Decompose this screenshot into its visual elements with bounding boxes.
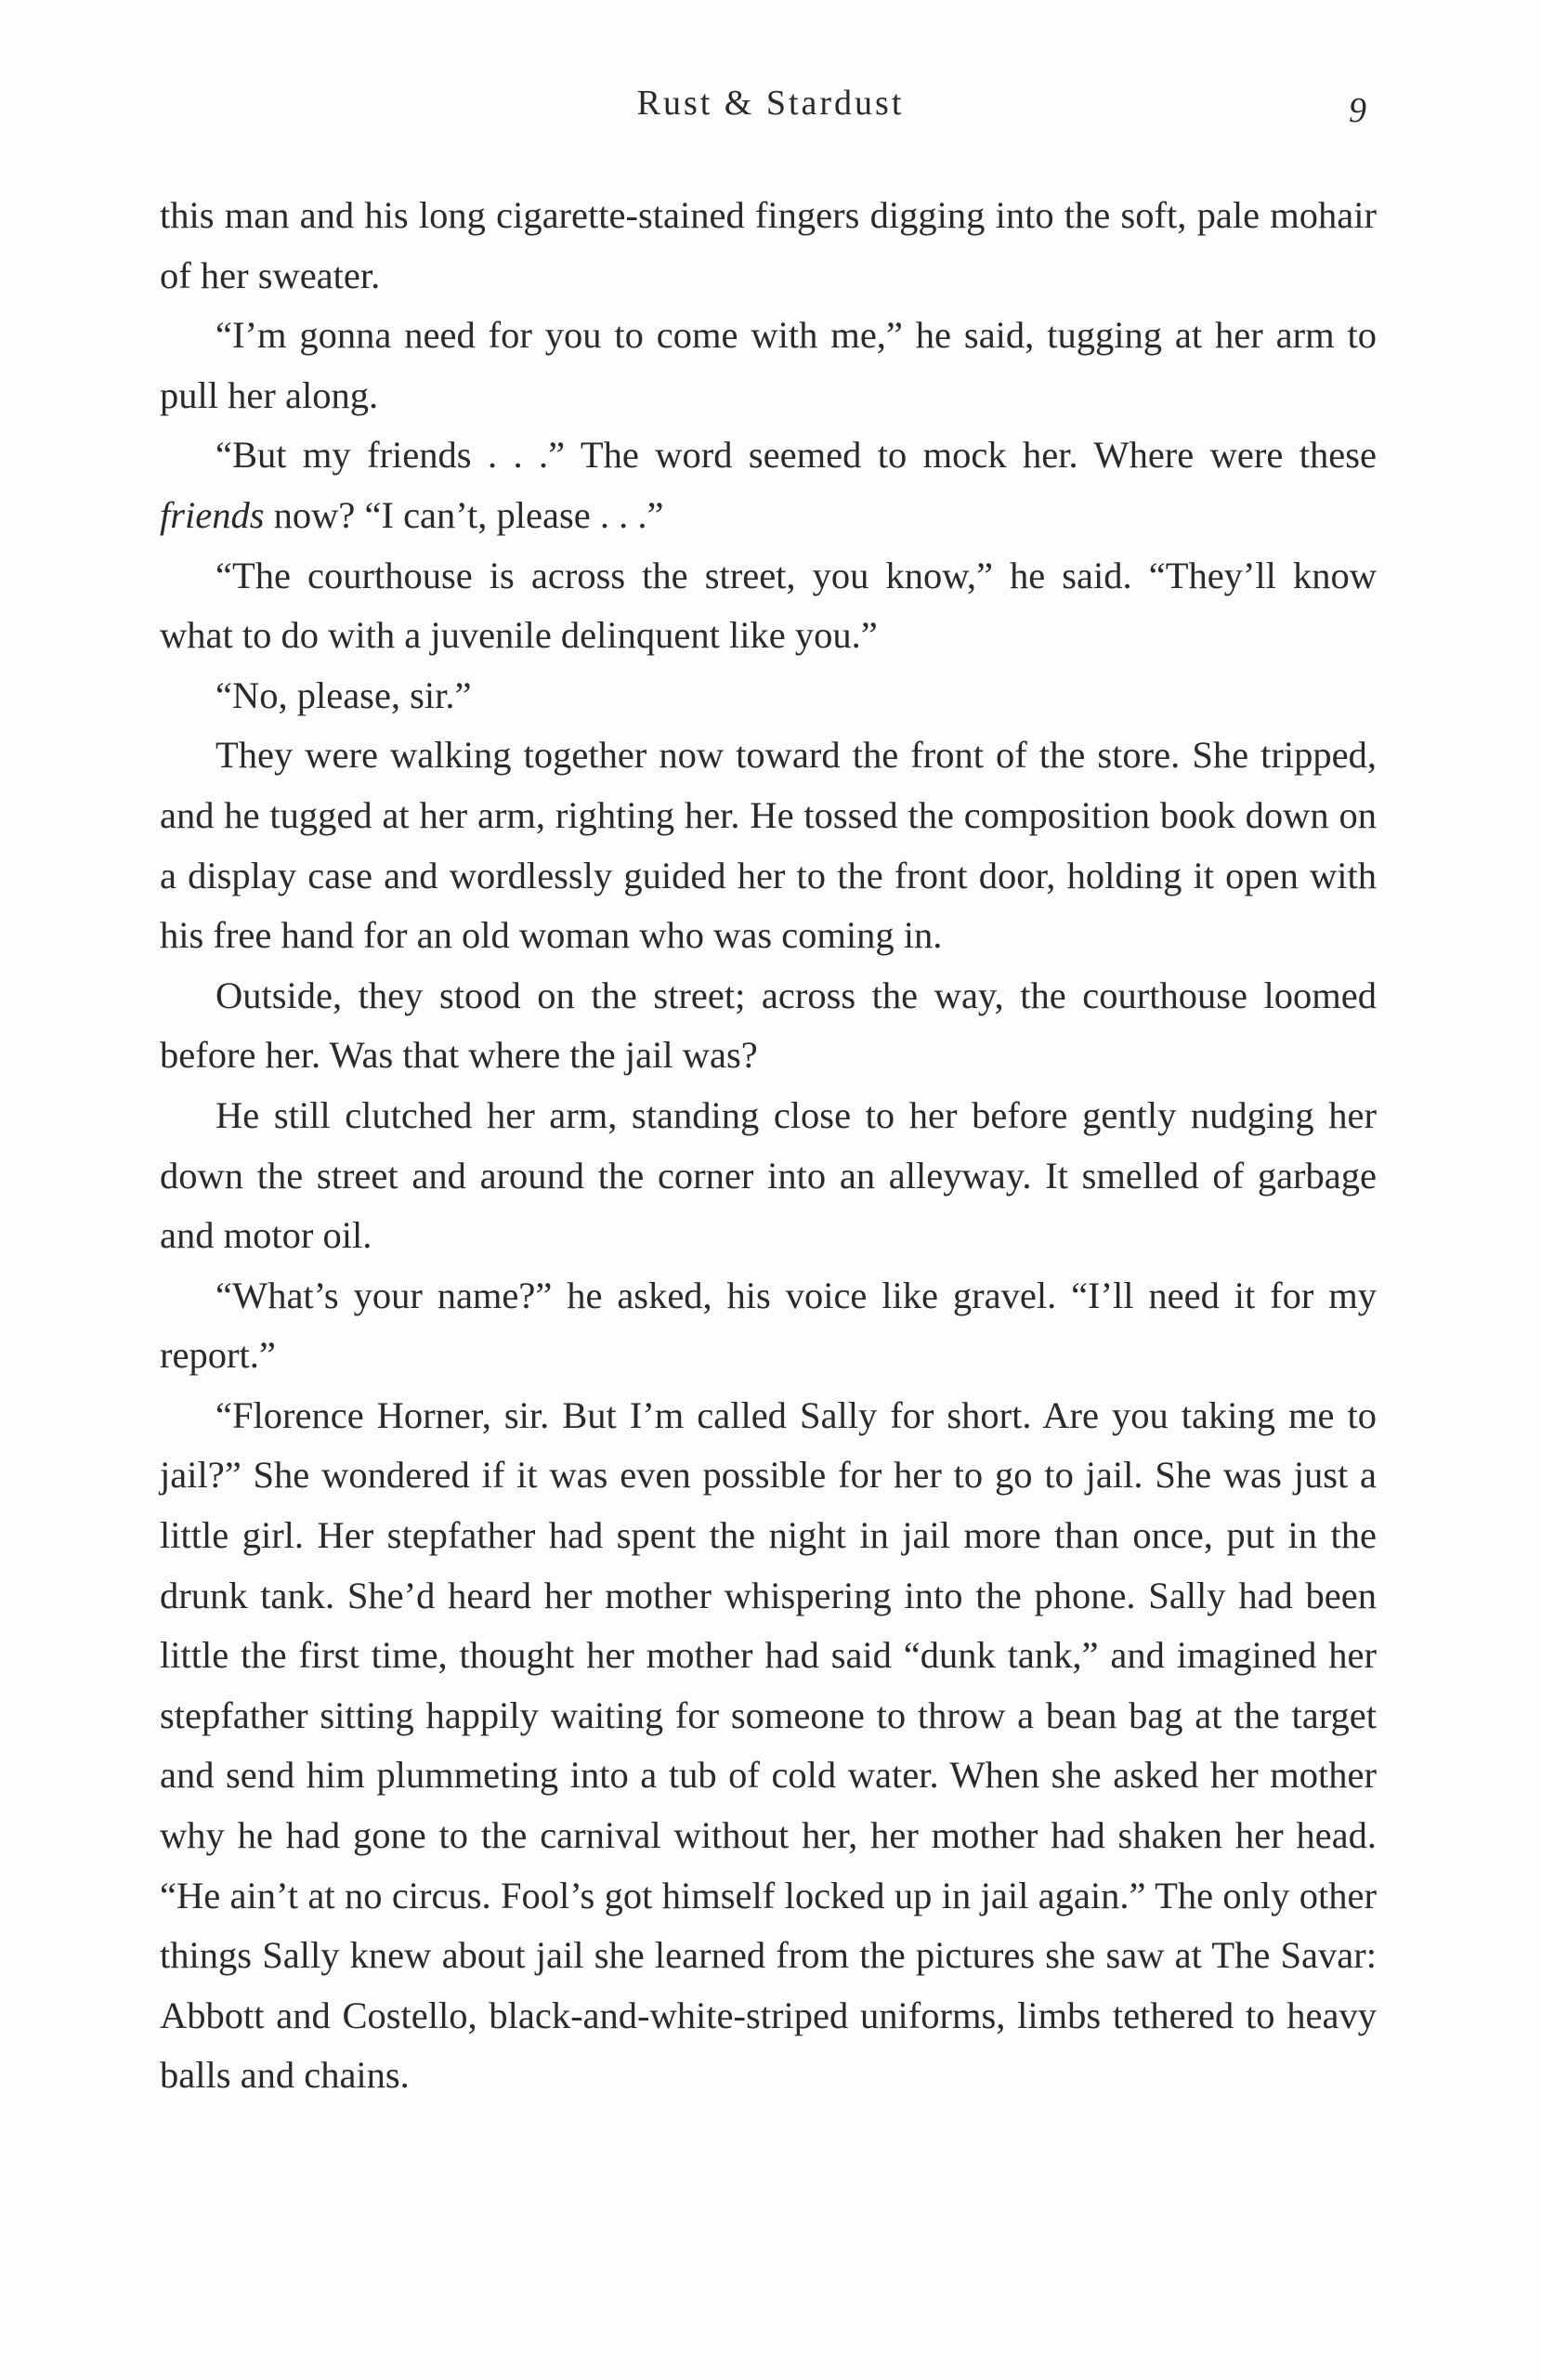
paragraph-6 <box>160 726 1377 965</box>
paragraph-7 <box>160 966 1377 1086</box>
paragraph-text: They were walking together now toward the front of the store. She tripped, and he tugged at her arm, righting her. He tossed the composition book down on a display case and wordlessly guided her to the front door, holding it open with his free hand for an old woman who was coming in. <box>160 734 1377 957</box>
paragraph-text: Outside, they stood on the street; across the way, the courthouse loomed before her. Was that where the jail was? <box>160 974 1377 1077</box>
paragraph-text: “I’m gonna need for you to come with me,” he said, tugging at her arm to pull her along. <box>160 314 1377 416</box>
paragraph-text: this man and his long cigarette-stained fingers digging into the soft, pale mohair of her sweater. <box>160 194 1377 296</box>
paragraph-text: “The courthouse is across the street, you know,” he said. “They’ll know what to do with a juvenile delinquent like you.” <box>160 554 1377 657</box>
paragraph-8 <box>160 1086 1377 1266</box>
running-head <box>0 80 1541 136</box>
paragraph-2 <box>160 306 1377 425</box>
paragraph-4 <box>160 546 1377 666</box>
paragraph-10 <box>160 1386 1377 2106</box>
italic-word: friends <box>160 493 265 536</box>
paragraph-text: “But my friends . . .” The word seemed to mock her. Where were these <box>215 434 1377 477</box>
page-number: 9 <box>1349 91 1366 130</box>
paragraph-3 <box>160 425 1377 545</box>
paragraph-text: now? “I can’t, please . . .” <box>264 493 664 536</box>
running-title: Rust & Stardust <box>636 84 905 123</box>
paragraph-9 <box>160 1266 1377 1386</box>
paragraph-text: “No, please, sir.” <box>215 673 472 716</box>
body-text <box>160 186 1377 2106</box>
paragraph-5 <box>160 666 1377 726</box>
paragraph-1 <box>160 186 1377 306</box>
paragraph-text: He still clutched her arm, standing close to her before gently nudging her down the street and around the corner into an alleyway. It smelled of garbage and motor oil. <box>160 1093 1377 1257</box>
paragraph-text: “What’s your name?” he asked, his voice like gravel. “I’ll need it for my report.” <box>160 1274 1377 1377</box>
paragraph-text: “Florence Horner, sir. But I’m called Sally for short. Are you taking me to jail?” She wondered if it was even possible for her to go to jail. She was just a little girl. Her stepfather had spent the night in jail more than once, put in the drunk tank. She’d heard her mother whispering into the phone. Sally had been little the first time, thought her mother had said “dunk tank,” and imagined her stepfather sitting happily waiting for someone to throw a bean bag at the target and send him plummeting into a tub of cold water. When she asked her mother why he had gone to the carnival without her, her mother had shaken her head. “He ain’t at no circus. Fool’s got himself locked up in jail again.” The only other things Sally knew about jail she learned from the pictures she saw at The Savar: Abbott and Costello, black-and-white-striped uniforms, limbs tethered to heavy balls and chains. <box>160 1393 1377 2097</box>
